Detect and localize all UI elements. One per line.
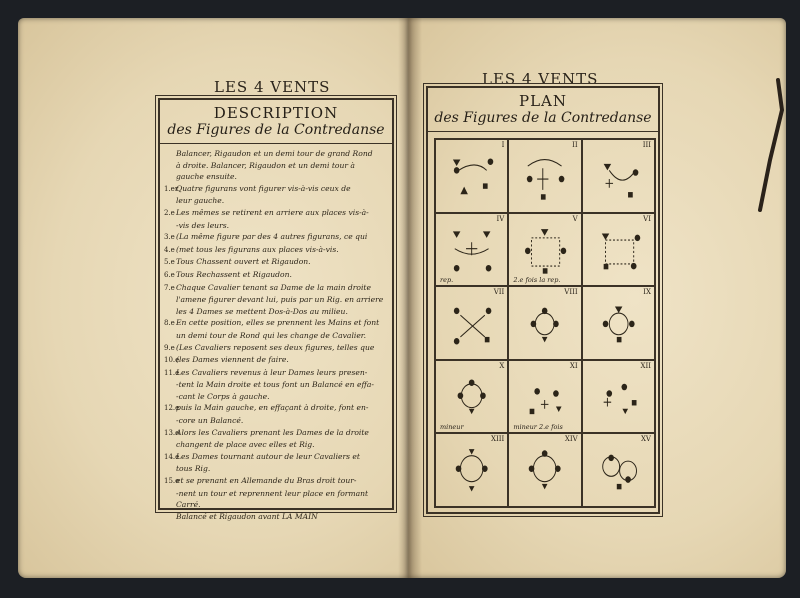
- step-text: Balancer, Rigaudon et un demi tour de grand Rond: [176, 149, 373, 158]
- description-line: [164, 269, 382, 282]
- step-text: Balancé et Rigaudon avant LA MAIN: [176, 511, 318, 521]
- figure-cell: [435, 360, 508, 434]
- figure-diagram: [509, 434, 580, 506]
- description-line: [164, 475, 382, 488]
- torn-edge-mark: [748, 70, 788, 220]
- figure-diagram: [583, 140, 654, 212]
- figure-diagram: [509, 214, 580, 286]
- step-text: changent de place avec elles et Rig.: [176, 440, 315, 450]
- figure-caption: mineur: [440, 423, 464, 432]
- figure-diagram: [436, 361, 507, 433]
- description-line: [176, 306, 382, 318]
- step-text: (La même figure par des 4 autres figurans, ce qui: [176, 232, 368, 242]
- book-gutter: [398, 18, 422, 578]
- step-number: 15.e: [164, 477, 180, 486]
- figure-number: VII: [493, 288, 505, 297]
- figure-cell: [508, 139, 581, 213]
- figure-cell: [582, 213, 655, 287]
- figure-diagram: [509, 361, 580, 433]
- description-line: [164, 427, 382, 440]
- description-line: [164, 282, 382, 295]
- step-text: Tous Rechassent et Rigaudon.: [176, 269, 292, 279]
- figure-cell: [508, 433, 581, 507]
- description-line: [176, 511, 382, 523]
- plan-title: [428, 88, 658, 132]
- figure-cell: [508, 213, 581, 287]
- description-text: [160, 144, 392, 522]
- description-line: [176, 330, 382, 342]
- step-number: 5.e: [164, 258, 175, 267]
- figure-diagram: [436, 287, 507, 359]
- figure-number: V: [572, 214, 578, 223]
- description-line: [176, 195, 382, 207]
- step-number: 14.e: [164, 452, 180, 461]
- step-text: l'amene figurer devant lui, puis par un Rig. en arriere: [176, 295, 384, 305]
- figure-diagram: [583, 361, 654, 433]
- figure-diagram: [436, 214, 507, 286]
- step-text: -cant le Corps à gauche.: [176, 391, 270, 401]
- figure-number: IX: [643, 288, 651, 297]
- figure-number: XIII: [491, 435, 505, 444]
- step-text: Carré.: [176, 500, 201, 510]
- figure-number: XI: [569, 361, 578, 370]
- description-line: [164, 402, 382, 415]
- step-text: -nent un tour et reprennent leur place en formant: [176, 488, 369, 498]
- step-text: Tous Chassent ouvert et Rigaudon.: [176, 257, 311, 267]
- running-title-left: LES 4 VENTS: [214, 78, 331, 96]
- figure-number: XIV: [564, 435, 578, 444]
- step-number: 10.e: [164, 356, 180, 365]
- description-line: [164, 207, 382, 220]
- description-line: [176, 499, 382, 511]
- step-text: (les Dames viennent de faire.: [176, 355, 289, 365]
- figure-diagram: [436, 140, 507, 212]
- step-text: gauche ensuite.: [176, 172, 237, 182]
- description-subheading: des Figures de la Contredanse: [167, 122, 385, 138]
- description-line: [164, 256, 382, 269]
- step-text: puis la Main gauche, en effaçant à droite, font en-: [176, 403, 369, 413]
- step-number: 11.e: [164, 368, 180, 377]
- description-line: [164, 451, 382, 464]
- step-text: Alors les Cavaliers prenant les Dames de la droite: [176, 427, 369, 437]
- description-line: [164, 183, 382, 196]
- step-text: leur gauche.: [176, 196, 225, 206]
- step-number: 8.e: [164, 319, 175, 328]
- description-line: [176, 220, 382, 232]
- step-text: tous Rig.: [176, 464, 211, 474]
- figure-caption: 2.e fois la rep.: [513, 276, 561, 285]
- figure-cell: [435, 433, 508, 507]
- figure-cell: [582, 433, 655, 507]
- step-text: -core un Balancé.: [176, 416, 244, 426]
- description-line: [164, 342, 382, 355]
- step-number: 6.e: [164, 270, 175, 279]
- figure-diagram: [509, 140, 580, 212]
- figure-number: II: [572, 141, 578, 149]
- figure-diagram: [583, 214, 654, 286]
- plan-frame: [426, 86, 660, 514]
- figure-number: VI: [643, 214, 651, 223]
- description-line: [176, 379, 382, 391]
- step-text: Chaque Cavalier tenant sa Dame de la main droite: [176, 282, 371, 292]
- figure-cell: [435, 213, 508, 287]
- open-book: [18, 10, 788, 588]
- description-line: [176, 294, 382, 306]
- figure-diagram: [583, 434, 654, 506]
- figure-cell: [582, 286, 655, 360]
- figure-diagram: [509, 287, 580, 359]
- description-line: [176, 171, 382, 183]
- figure-number: IV: [496, 214, 505, 223]
- step-text: En cette position, elles se prennent les Mains et font: [176, 318, 380, 328]
- figure-number: I: [501, 141, 505, 149]
- description-line: [164, 317, 382, 330]
- figure-caption: mineur 2.e fois: [513, 423, 563, 432]
- step-number: 3.e: [164, 233, 175, 242]
- step-text: Quatre figurans vont figurer vis-à-vis ceux de: [176, 183, 351, 193]
- description-line: [164, 244, 382, 257]
- figure-number: XV: [640, 435, 651, 444]
- step-text: -tent la Main droite et tous font un Balancé en effa-: [176, 380, 374, 390]
- step-text: et se prenant en Allemande du Bras droit tour-: [176, 476, 357, 486]
- step-text: (met tous les figurans aux places vis-à-vis.: [176, 244, 339, 254]
- step-text: Les mêmes se retirent en arriere aux places vis-à-: [176, 207, 369, 217]
- step-text: Les Cavaliers revenus à leur Dames leurs presen-: [176, 367, 368, 377]
- description-heading: DESCRIPTION: [213, 104, 339, 122]
- step-number: 13.e: [164, 428, 180, 437]
- description-line: [176, 148, 382, 160]
- figure-number: III: [642, 141, 651, 149]
- figure-number: VIII: [564, 288, 578, 297]
- figure-cell: [508, 360, 581, 434]
- figure-cell: [582, 139, 655, 213]
- figure-diagram: [436, 434, 507, 506]
- step-text: (Les Cavaliers reposent ses deux figures, telles que: [176, 342, 375, 352]
- step-number: 1.er: [164, 184, 179, 193]
- right-page: [408, 18, 786, 578]
- step-text: à droite. Balancer, Rigaudon et un demi tour à: [176, 160, 355, 170]
- figure-number: X: [499, 361, 505, 370]
- description-line: [176, 415, 382, 427]
- description-line: [164, 367, 382, 380]
- step-text: Les Dames tournant autour de leur Cavaliers et: [176, 451, 360, 461]
- description-line: [176, 391, 382, 403]
- plan-heading: PLAN: [518, 92, 567, 110]
- step-number: 4.e: [164, 245, 175, 254]
- description-line: [164, 231, 382, 244]
- step-number: 2.e: [164, 208, 175, 217]
- description-line: [176, 488, 382, 500]
- figure-cell: [435, 139, 508, 213]
- figure-number: XII: [640, 361, 651, 370]
- step-text: -vis des leurs.: [176, 220, 230, 230]
- figure-cell: [582, 360, 655, 434]
- figure-cell: [435, 286, 508, 360]
- step-text: un demi tour de Rond qui les change de Cavalier.: [176, 330, 367, 340]
- step-number: 12.e: [164, 404, 180, 413]
- step-number: 7.e: [164, 283, 175, 292]
- description-line: [176, 463, 382, 475]
- figure-cell: [508, 286, 581, 360]
- left-page: [18, 18, 408, 578]
- step-text: les 4 Dames se mettent Dos-à-Dos au milieu.: [176, 306, 348, 316]
- plan-subheading: des Figures de la Contredanse: [434, 110, 652, 126]
- description-line: [176, 160, 382, 172]
- description-frame: [158, 98, 394, 521]
- description-title: [160, 100, 392, 144]
- step-number: 9.e: [164, 343, 175, 352]
- description-line: [176, 439, 382, 451]
- figure-caption: rep.: [440, 276, 454, 285]
- running-title-right: LES 4 VENTS: [482, 70, 599, 88]
- figure-diagram: [583, 287, 654, 359]
- figure-grid: [434, 138, 656, 508]
- description-line: [164, 354, 382, 367]
